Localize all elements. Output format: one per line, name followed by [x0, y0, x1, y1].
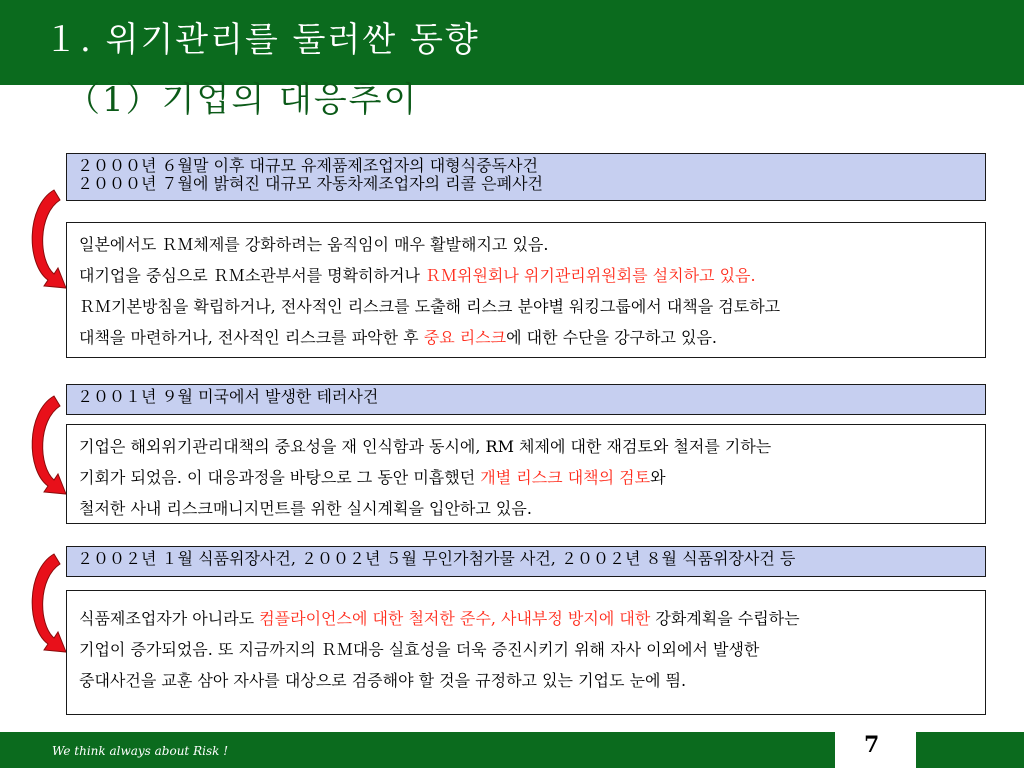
event-line: ２００２년 １월 식품위장사건, ２００２년 ５월 무인가첨가물 사건, ２００２년 ８월 식품위장사건 등: [77, 549, 796, 568]
event-line: ２００１년 ９월 미국에서 발생한 테러사건: [77, 387, 379, 406]
event-box-2: [66, 384, 986, 415]
curved-arrow-icon: [22, 186, 68, 296]
content-line: 기업이 증가되었음. 또 지금까지의 ＲＭ대응 실효성을 더욱 증진시키기 위해 자사 이외에서 발생한: [79, 640, 760, 659]
content-text: 대기업을 중심으로 ＲＭ소관부서를 명확히하거나: [79, 266, 426, 285]
event-box-3: [66, 546, 986, 577]
content-text: 대책을 마련하거나, 전사적인 리스크를 파악한 후: [79, 328, 424, 347]
content-line: [79, 603, 973, 634]
content-line: [79, 260, 973, 291]
content-line: 철저한 사내 리스크매니지먼트를 위한 실시계획을 입안하고 있음.: [79, 499, 532, 518]
content-text: 와: [650, 468, 666, 487]
event-line: ２０００년 ７월에 밝혀진 대규모 자동차제조업자의 리콜 은폐사건: [77, 174, 544, 193]
curved-arrow-icon: [22, 392, 68, 502]
content-box-1: [66, 222, 986, 358]
highlight-text: 개별 리스크 대책의 검토: [480, 468, 651, 487]
page-subtitle: （1）기업의 대응추이: [66, 80, 419, 120]
page-number: 7: [864, 732, 880, 758]
content-box-2: [66, 424, 986, 524]
page-title: １. 위기관리를 둘러싼 동향: [44, 20, 480, 60]
content-line: [79, 322, 973, 353]
curved-arrow-icon: [22, 550, 68, 660]
content-line: 중대사건을 교훈 삼아 자사를 대상으로 검증해야 할 것을 규정하고 있는 기업도 눈에 띔.: [79, 671, 687, 690]
content-line: ＲＭ기본방침을 확립하거나, 전사적인 리스크를 도출해 리스크 분야별 워킹그룹에서 대책을 검토하고: [79, 297, 781, 316]
content-text: 에 대한 수단을 강구하고 있음.: [506, 328, 718, 347]
content-text: 강화계획을 수립하는: [650, 609, 800, 628]
content-box-3: [66, 590, 986, 715]
highlight-text: 중요 리스크: [423, 328, 507, 347]
content-line: 기업은 해외위기관리대책의 중요성을 재 인식함과 동시에, RM 체제에 대한 재검토와 철저를 기하는: [79, 437, 772, 456]
content-text: 식품제조업자가 아니라도: [79, 609, 260, 628]
highlight-text: 컴플라이언스에 대한 철저한 준수, 사내부정 방지에 대한: [259, 609, 651, 628]
highlight-text: ＲＭ위원회나 위기관리위원회를 설치하고 있음.: [425, 266, 756, 285]
content-line: 일본에서도 ＲＭ체제를 강화하려는 움직임이 매우 활발해지고 있음.: [79, 235, 549, 254]
footer-accent: [916, 732, 1024, 768]
event-box-1: [66, 153, 986, 201]
footer-slogan: We think always about Risk !: [52, 744, 229, 758]
content-line: [79, 462, 973, 493]
content-text: 기회가 되었음. 이 대응과정을 바탕으로 그 동안 미흡했던: [79, 468, 481, 487]
event-line: ２０００년 ６월말 이후 대규모 유제품제조업자의 대형식중독사건: [77, 156, 538, 175]
